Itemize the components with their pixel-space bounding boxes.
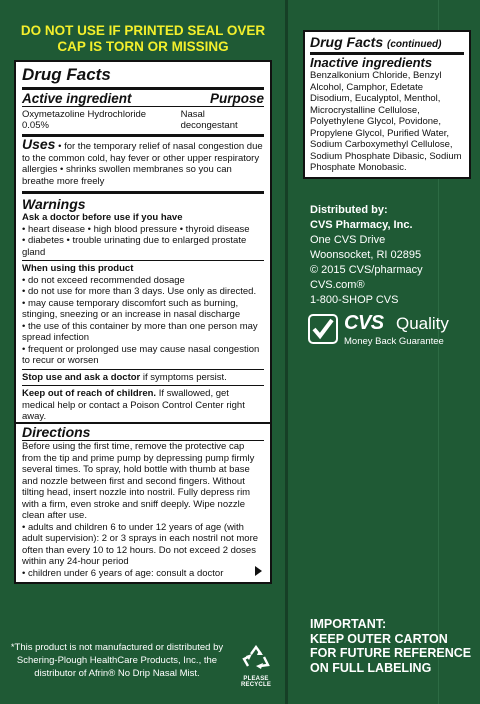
- inactive-ingredients-heading: Inactive ingredients: [310, 55, 433, 70]
- directions-box: [14, 422, 272, 584]
- when-using-item: • do not exceed recommended dosage: [22, 274, 185, 286]
- active-ingredient-heading: Active ingredient: [22, 91, 132, 106]
- disclaimer: *This product is not manufactured or distributed by Schering-Plough HealthCare Products, Inc., the distributor of Afrin® No Drip Nasal Mist.: [10, 642, 224, 679]
- ask-doctor-heading: Ask a doctor before use if you have: [22, 212, 183, 223]
- checkmark-icon: [308, 314, 338, 344]
- distributor-line: © 2015 CVS/pharmacy: [310, 264, 423, 276]
- drug-facts-continued-title: [310, 32, 464, 55]
- when-using-item: • frequent or prolonged use may cause nasal congestion to recur or worsen: [22, 343, 260, 366]
- distributor-line: 1-800-SHOP CVS: [310, 294, 399, 306]
- distributor-line: CVS.com®: [310, 279, 365, 291]
- cvs-brand: CVS: [344, 312, 384, 334]
- warnings-heading: Warnings: [22, 196, 86, 212]
- section-rule: [22, 369, 264, 370]
- important-line: IMPORTANT:: [310, 617, 387, 631]
- when-using-heading: When using this product: [22, 263, 134, 274]
- keep-out-bold: Keep out of reach of children.: [22, 388, 157, 399]
- cvs-quality: Quality: [396, 314, 449, 333]
- directions-text: Before using the first time, remove the protective cap from the tip and prime pump by depressing pump firmly several times. To spray, hold bottle with thumb at base and nozzle between first and second fingers. Without tilting head, insert nozzle into nostril. Fully depress rim with a firm, even stroke and sniff deeply. Wipe nozzle clean after use.: [22, 441, 255, 521]
- important-line: ON FULL LABELING: [310, 660, 432, 675]
- directions-item: • adults and children 6 to under 12 years of age (with adult supervision): 2 or 3 sprays in each nostril not more often than every 10 to 12 hours. Do not exceed 2 doses within any 24-hour period: [22, 521, 259, 567]
- ask-doctor-item: • diabetes • trouble urinating due to enlarged prostate gland: [22, 235, 247, 258]
- distributor-info: [310, 203, 423, 308]
- seal-warning: [8, 23, 278, 55]
- keep-out-text: If swallowed, get medical help or contact a Poison Control Center right away.: [22, 388, 245, 422]
- cvs-quality-logo: [308, 312, 468, 352]
- important-line: FOR FUTURE REFERENCE: [310, 646, 472, 660]
- uses-text: • for the temporary relief of nasal congestion due to the common cold, hay fever or other upper respiratory allergies • shrinks swollen membranes so you can breathe more freely: [22, 141, 263, 187]
- uses-section: [22, 137, 264, 194]
- keep-out: [22, 388, 264, 426]
- money-back-guarantee: Money Back Guarantee: [344, 336, 444, 347]
- recycle-logo: [230, 645, 282, 688]
- when-using-item: • do not use for more than 3 days. Use only as directed.: [22, 286, 257, 297]
- inactive-ingredients-text: Benzalkonium Chloride, Benzyl Alcohol, Camphor, Edetate Disodium, Eucalyptol, Menthol, Microcrystalline Cellulose, Polyethylene Glycol, Povidone, Propylene Glycol, Purified Water, Sodium Carboxymethyl Cellulose, Sodium Phosphate Dibasic, Sodium Phosphate Monobasic.: [310, 70, 462, 173]
- drug-facts-title: Drug Facts: [22, 62, 264, 90]
- active-ingredient-row: [22, 107, 264, 137]
- when-using-item: • may cause temporary discomfort such as burning, stinging, sneezing or an increase in nasal discharge: [22, 297, 241, 320]
- important-line: KEEP OUTER CARTON: [310, 631, 448, 646]
- recycle-label: PLEASE RECYCLE: [240, 676, 272, 688]
- continue-arrow-icon: [255, 566, 262, 576]
- seal-warning-line-2: CAP IS TORN OR MISSING: [57, 39, 229, 54]
- stop-use-text: if symptoms persist.: [140, 371, 227, 383]
- active-ingredient: Oxymetazoline Hydrochloride 0.05%: [22, 109, 147, 131]
- stop-use-bold: Stop use and ask a doctor: [22, 371, 141, 383]
- section-rule: [22, 260, 264, 261]
- section-rule: [22, 385, 264, 386]
- stop-use: [22, 372, 264, 384]
- uses-heading: Uses: [22, 136, 56, 152]
- distributor-line: One CVS Drive: [310, 234, 386, 246]
- purpose: Nasal decongestant: [180, 109, 238, 131]
- important-notice: [310, 617, 471, 675]
- active-ingredient-header: [22, 91, 264, 107]
- drug-facts-continued-box: [303, 30, 471, 179]
- purpose-heading: Purpose: [209, 91, 264, 106]
- drug-facts-continued-heading: Drug Facts: [310, 34, 384, 50]
- recycle-icon: [242, 645, 270, 671]
- seal-warning-line-1: DO NOT USE IF PRINTED SEAL OVER: [20, 23, 266, 38]
- directions-item: • children under 6 years of age: consult a doctor: [22, 567, 224, 579]
- ask-doctor-item: • heart disease • high blood pressure • thyroid disease: [22, 223, 250, 235]
- when-using-item: • the use of this container by more than one person may spread infection: [22, 320, 258, 343]
- distributor-name: CVS Pharmacy, Inc.: [310, 219, 413, 231]
- warnings-section: [22, 196, 264, 426]
- directions-heading: Directions: [22, 424, 264, 441]
- distributed-by-label: Distributed by:: [310, 204, 388, 216]
- drug-facts-box: [14, 60, 272, 428]
- continued-label: (continued): [387, 39, 442, 50]
- distributor-line: Woonsocket, RI 02895: [310, 249, 422, 261]
